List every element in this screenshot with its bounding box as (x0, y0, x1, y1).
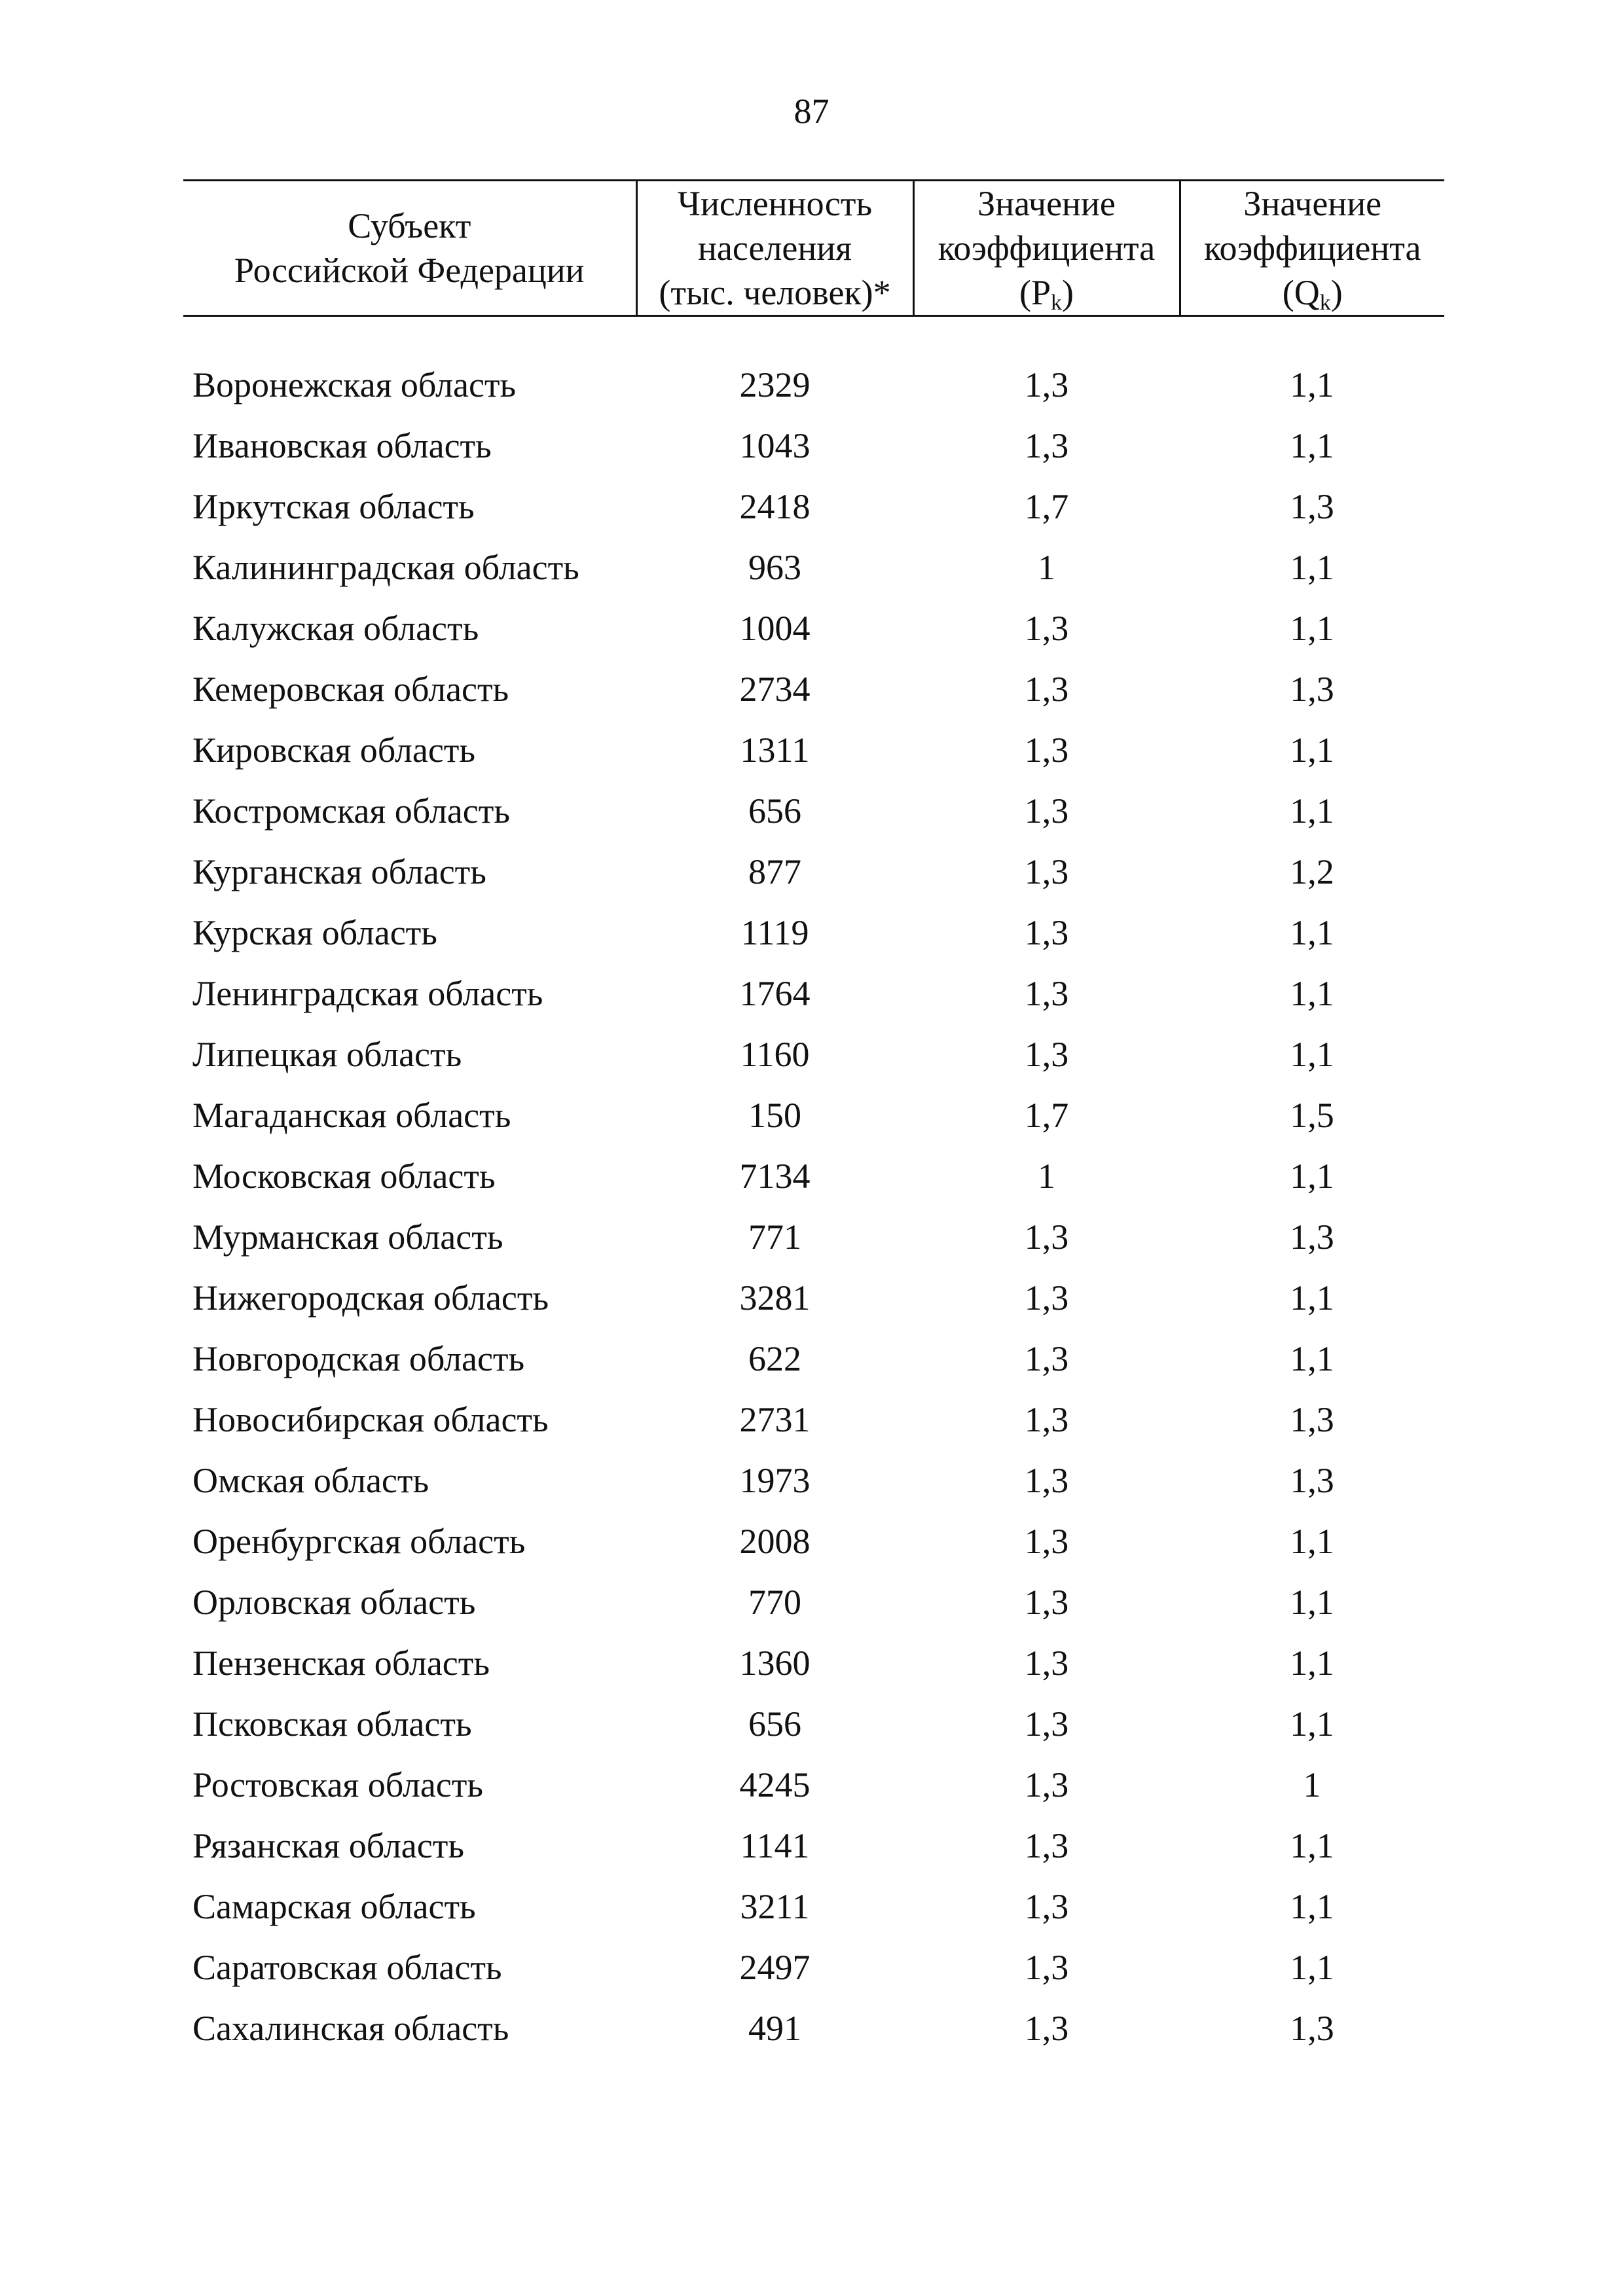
cell-subject-name: Ростовская область (192, 1765, 483, 1804)
cell-subject-name: Пензенская область (192, 1643, 490, 1683)
cell-q-coefficient: 1,1 (1290, 1948, 1334, 1987)
cell-p-coefficient: 1,3 (1024, 426, 1069, 465)
table-row (183, 1329, 1444, 1390)
table-body (183, 316, 1444, 2060)
cell-q-coefficient: 1,1 (1290, 1339, 1334, 1378)
cell-q-coefficient: 1,1 (1290, 426, 1334, 465)
cell-p-coefficient: 1,3 (1024, 609, 1069, 648)
cell-subject-name: Иркутская область (192, 487, 475, 526)
header-q-line: Значение (1243, 184, 1382, 223)
cell-population: 1311 (740, 730, 810, 770)
cell-p-coefficient: 1,7 (1024, 487, 1069, 526)
table-row (183, 963, 1444, 1024)
cell-subject-name: Липецкая область (192, 1035, 462, 1074)
cell-p-coefficient: 1,3 (1024, 1278, 1069, 1318)
cell-p-coefficient: 1,3 (1024, 852, 1069, 891)
cell-q-coefficient: 1,2 (1290, 852, 1334, 891)
cell-population: 7134 (739, 1157, 811, 1196)
header-q-symbol-close: ) (1330, 273, 1343, 312)
cell-subject-name: Кировская область (192, 730, 476, 770)
header-p-line: Значение (977, 184, 1116, 223)
cell-population: 2418 (739, 487, 811, 526)
table-row (183, 1876, 1444, 1937)
table-row (183, 1694, 1444, 1755)
cell-subject-name: Воронежская область (192, 365, 517, 404)
cell-q-coefficient: 1,1 (1290, 1583, 1334, 1622)
cell-subject-name: Сахалинская область (192, 2009, 509, 2048)
cell-subject-name: Нижегородская область (192, 1278, 549, 1318)
cell-population: 963 (748, 548, 801, 587)
cell-subject-name: Саратовская область (192, 1948, 502, 1987)
cell-q-coefficient: 1,1 (1290, 974, 1334, 1013)
cell-population: 770 (748, 1583, 801, 1622)
cell-population: 656 (748, 791, 801, 831)
table-row (183, 659, 1444, 720)
table-row (183, 1511, 1444, 1572)
header-population (636, 181, 913, 316)
cell-q-coefficient: 1,1 (1290, 1035, 1334, 1074)
cell-p-coefficient: 1,3 (1024, 1035, 1069, 1074)
cell-q-coefficient: 1,3 (1290, 1400, 1334, 1439)
cell-q-coefficient: 1,1 (1290, 1643, 1334, 1683)
header-q-coefficient (1180, 181, 1444, 316)
cell-subject-name: Оренбургская область (192, 1522, 526, 1561)
cell-population: 1360 (739, 1643, 811, 1683)
header-p-line: коэффициента (938, 228, 1156, 268)
table-row (183, 781, 1444, 842)
cell-subject-name: Новосибирская область (192, 1400, 549, 1439)
cell-population: 1160 (740, 1035, 810, 1074)
cell-q-coefficient: 1,1 (1290, 913, 1334, 952)
cell-population: 1004 (739, 609, 811, 648)
cell-population: 1973 (739, 1461, 811, 1500)
cell-subject-name: Московская область (192, 1157, 496, 1196)
table-row (183, 842, 1444, 903)
table-row (183, 598, 1444, 659)
cell-p-coefficient: 1,3 (1024, 913, 1069, 952)
header-row (183, 181, 1444, 316)
header-q-symbol-open: (Q (1282, 273, 1320, 312)
cell-p-coefficient: 1,3 (1024, 365, 1069, 404)
cell-p-coefficient: 1,7 (1024, 1096, 1069, 1135)
header-q-line: коэффициента (1204, 228, 1421, 268)
table-row (183, 1450, 1444, 1511)
table-row (183, 1755, 1444, 1816)
cell-population: 3281 (739, 1278, 811, 1318)
cell-p-coefficient: 1 (1038, 548, 1055, 587)
header-population-line: (тыс. человек)* (659, 273, 891, 312)
cell-p-coefficient: 1,3 (1024, 1765, 1069, 1804)
header-population-line: Численность (677, 184, 873, 223)
cell-population: 1764 (739, 974, 811, 1013)
coefficients-table-container (183, 179, 1444, 2059)
cell-q-coefficient: 1,1 (1290, 1704, 1334, 1744)
header-p-symbol-index: k (1051, 291, 1063, 315)
cell-q-coefficient: 1,1 (1290, 1157, 1334, 1196)
cell-p-coefficient: 1,3 (1024, 1217, 1069, 1257)
cell-population: 2734 (739, 670, 811, 709)
cell-subject-name: Курганская область (192, 852, 486, 891)
table-row (183, 1024, 1444, 1085)
cell-subject-name: Кемеровская область (192, 670, 509, 709)
cell-p-coefficient: 1,3 (1024, 1643, 1069, 1683)
cell-population: 1119 (740, 913, 809, 952)
cell-subject-name: Ленинградская область (192, 974, 543, 1013)
cell-q-coefficient: 1,3 (1290, 670, 1334, 709)
cell-p-coefficient: 1,3 (1024, 1583, 1069, 1622)
table-row (183, 1572, 1444, 1633)
cell-p-coefficient: 1,3 (1024, 1400, 1069, 1439)
cell-p-coefficient: 1 (1038, 1157, 1055, 1196)
header-p-coefficient (913, 181, 1180, 316)
header-p-symbol-close: ) (1062, 273, 1074, 312)
cell-subject-name: Орловская область (192, 1583, 476, 1622)
cell-p-coefficient: 1,3 (1024, 1887, 1069, 1926)
header-subject-line: Субъект (348, 206, 471, 245)
cell-population: 2731 (739, 1400, 811, 1439)
cell-subject-name: Мурманская область (192, 1217, 503, 1257)
table-row (183, 903, 1444, 963)
cell-population: 771 (748, 1217, 801, 1257)
header-subject-line: Российской Федерации (234, 251, 585, 290)
table-row (183, 355, 1444, 416)
cell-p-coefficient: 1,3 (1024, 1461, 1069, 1500)
table-row (183, 1998, 1444, 2059)
cell-subject-name: Новгородская область (192, 1339, 525, 1378)
header-population-line: населения (697, 228, 852, 268)
table-row (183, 1207, 1444, 1268)
table-header (183, 181, 1444, 316)
cell-p-coefficient: 1,3 (1024, 1522, 1069, 1561)
cell-subject-name: Калужская область (192, 609, 479, 648)
cell-population: 1043 (739, 426, 811, 465)
cell-q-coefficient: 1,5 (1290, 1096, 1334, 1135)
coefficients-table (183, 179, 1444, 2059)
cell-population: 622 (748, 1339, 801, 1378)
cell-p-coefficient: 1,3 (1024, 730, 1069, 770)
cell-q-coefficient: 1,1 (1290, 730, 1334, 770)
cell-subject-name: Рязанская область (192, 1826, 464, 1865)
table-row (183, 1816, 1444, 1876)
table-row (183, 720, 1444, 781)
cell-population: 4245 (739, 1765, 811, 1804)
table-row (183, 1146, 1444, 1207)
cell-population: 2329 (739, 365, 811, 404)
table-row (183, 416, 1444, 476)
cell-population: 877 (748, 852, 801, 891)
table-row (183, 537, 1444, 598)
header-q-symbol (1184, 270, 1442, 315)
cell-q-coefficient: 1,3 (1290, 1461, 1334, 1500)
cell-subject-name: Псковская область (192, 1704, 472, 1744)
cell-q-coefficient: 1,1 (1290, 1522, 1334, 1561)
cell-p-coefficient: 1,3 (1024, 974, 1069, 1013)
cell-p-coefficient: 1,3 (1024, 1704, 1069, 1744)
cell-population: 3211 (740, 1887, 810, 1926)
cell-population: 2008 (739, 1522, 811, 1561)
header-q-symbol-index: k (1319, 291, 1331, 315)
cell-p-coefficient: 1,3 (1024, 670, 1069, 709)
cell-p-coefficient: 1,3 (1024, 1826, 1069, 1865)
cell-population: 1141 (740, 1826, 810, 1865)
table-spacer-row (183, 316, 1444, 355)
table-row (183, 1633, 1444, 1694)
header-p-symbol-open: (P (1019, 273, 1051, 312)
cell-p-coefficient: 1,3 (1024, 791, 1069, 831)
cell-subject-name: Самарская область (192, 1887, 476, 1926)
cell-population: 150 (748, 1096, 801, 1135)
cell-population: 656 (748, 1704, 801, 1744)
page-number: 87 (793, 92, 830, 131)
table-row (183, 1085, 1444, 1146)
cell-subject-name: Курская область (192, 913, 437, 952)
cell-q-coefficient: 1,1 (1290, 1826, 1334, 1865)
cell-subject-name: Омская область (192, 1461, 429, 1500)
table-row (183, 1937, 1444, 1998)
cell-q-coefficient: 1,1 (1290, 791, 1334, 831)
cell-subject-name: Магаданская область (192, 1096, 511, 1135)
cell-p-coefficient: 1,3 (1024, 1948, 1069, 1987)
table-row (183, 1390, 1444, 1450)
cell-q-coefficient: 1,1 (1290, 548, 1334, 587)
cell-q-coefficient: 1,3 (1290, 2009, 1334, 2048)
cell-q-coefficient: 1,3 (1290, 1217, 1334, 1257)
cell-q-coefficient: 1,1 (1290, 1887, 1334, 1926)
table-row (183, 1268, 1444, 1329)
cell-q-coefficient: 1 (1303, 1765, 1321, 1804)
cell-q-coefficient: 1,1 (1290, 365, 1334, 404)
cell-population: 2497 (739, 1948, 811, 1987)
table-row (183, 476, 1444, 537)
header-subject (183, 181, 636, 316)
cell-q-coefficient: 1,1 (1290, 609, 1334, 648)
cell-q-coefficient: 1,3 (1290, 487, 1334, 526)
cell-subject-name: Костромская область (192, 791, 510, 831)
spacer-cell (183, 316, 1444, 355)
cell-p-coefficient: 1,3 (1024, 1339, 1069, 1378)
cell-subject-name: Ивановская область (192, 426, 492, 465)
cell-q-coefficient: 1,1 (1290, 1278, 1334, 1318)
cell-p-coefficient: 1,3 (1024, 2009, 1069, 2048)
cell-subject-name: Калининградская область (192, 548, 579, 587)
header-p-symbol (917, 270, 1176, 315)
cell-population: 491 (748, 2009, 801, 2048)
